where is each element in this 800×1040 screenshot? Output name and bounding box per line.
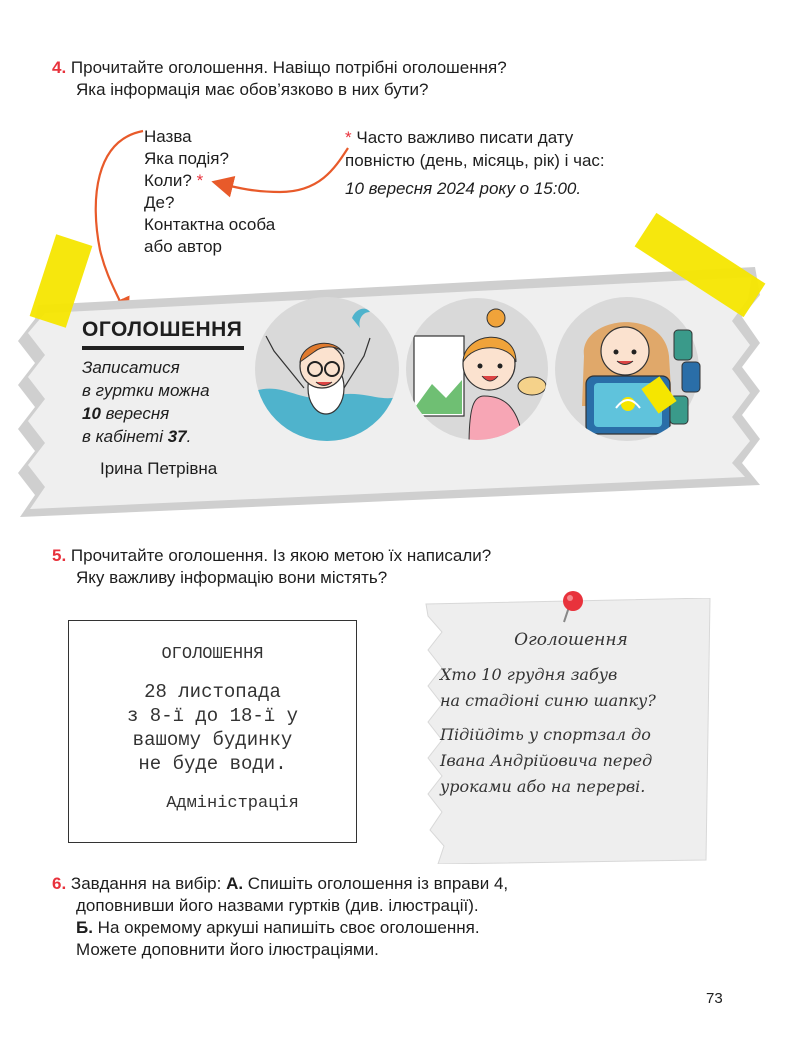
task6-number: 6. <box>52 874 67 893</box>
notice-hat-title: Оголошення <box>514 630 628 650</box>
notice-hat-line2: на стадіоні синю шапку? <box>440 691 656 710</box>
task6-line1-pre: Завдання на вибір: <box>70 874 227 893</box>
announcement-body <box>82 356 252 448</box>
notice-water <box>68 620 357 843</box>
checklist-item-where: Де? <box>144 193 175 212</box>
task6-option-a: А. <box>226 874 244 893</box>
task6-heading <box>52 873 752 961</box>
announcement-signature: Ірина Петрівна <box>100 459 218 478</box>
announcement-date-month: вересня <box>100 404 170 423</box>
page-number: 73 <box>706 990 723 1007</box>
crafts-illustration <box>555 297 700 441</box>
checklist-asterisk: * <box>196 171 204 190</box>
task6-line3-rest: На окремому аркуші напишіть своє оголошення. <box>92 918 480 937</box>
announcement-room-post: . <box>186 427 192 446</box>
task6-line4: Можете доповнити його ілюстраціями. <box>76 940 379 959</box>
task6-line1-rest: Спишіть оголошення із вправи 4, <box>243 874 509 893</box>
notice-water-body <box>69 680 356 776</box>
notice-water-line3: вашому будинку <box>132 729 293 751</box>
checklist-item-when-label: Коли? <box>144 171 192 190</box>
swimming-illustration <box>255 297 404 446</box>
checklist-item-author: або автор <box>144 237 222 256</box>
task6-line2: доповнивши його назвами гуртків (див. ілюстрації). <box>76 896 479 915</box>
task5-line2: Яку важливу інформацію вони містять? <box>76 568 388 587</box>
notice-hat-line5: уроками або на перерві. <box>440 777 646 796</box>
notice-water-signature: Адміністрація <box>166 794 299 813</box>
task4-number: 4. <box>52 58 67 77</box>
notice-hat-line4: Івана Андрійовича перед <box>440 751 653 770</box>
painting-illustration <box>406 298 548 446</box>
announcement-title: ОГОЛОШЕННЯ <box>82 318 243 341</box>
notice-hat-body <box>440 662 710 800</box>
date-note-line1-text: Часто важливо писати дату <box>356 128 574 147</box>
club-illustrations <box>244 296 714 446</box>
task6-option-b: Б. <box>76 918 93 937</box>
date-note-example: 10 вересня 2024 року о 15:00. <box>345 179 582 198</box>
checklist-item-title: Назва <box>144 127 192 146</box>
pushpin-icon <box>556 588 588 628</box>
announcement-room-number: 37 <box>167 427 187 446</box>
announcement-line3 <box>82 402 252 425</box>
announcement-line4 <box>82 425 252 448</box>
task4-line2: Яка інформація має обов’язково в них бути? <box>76 80 429 99</box>
task6-line3 <box>52 917 752 939</box>
task5-number: 5. <box>52 546 67 565</box>
announcement <box>82 318 252 479</box>
notice-water-line4: не буде води. <box>138 753 287 775</box>
checklist-item-event: Яка подія? <box>144 149 229 168</box>
task5-heading <box>52 545 752 589</box>
announcement-room-pre: в кабінеті <box>82 427 168 446</box>
notice-hat-line1: Хто 10 грудня забув <box>440 665 618 684</box>
notice-hat <box>440 630 710 800</box>
date-note-asterisk: * <box>345 128 352 147</box>
announcement-title-rule <box>82 346 244 350</box>
date-note-line2: повністю (день, місяць, рік) і час: <box>345 151 605 170</box>
checklist-item-contact: Контактна особа <box>144 215 276 234</box>
announcement-line2: в гуртки можна <box>82 381 210 400</box>
arrow-to-when <box>222 148 348 192</box>
notice-water-line2: з 8-ї до 18-ї у <box>126 705 299 727</box>
task5-line1: Прочитайте оголошення. Із якою метою їх написали? <box>70 546 492 565</box>
announcement-date-number: 10 <box>82 404 101 423</box>
notice-water-title: ОГОЛОШЕННЯ <box>161 645 264 664</box>
notice-hat-line3: Підійдіть у спортзал до <box>440 725 651 744</box>
task4-line1: Прочитайте оголошення. Навіщо потрібні оголошення? <box>70 58 507 77</box>
notice-water-line1: 28 листопада <box>144 681 281 703</box>
task6-line1 <box>52 873 752 895</box>
announcement-line1: Записатися <box>82 358 180 377</box>
